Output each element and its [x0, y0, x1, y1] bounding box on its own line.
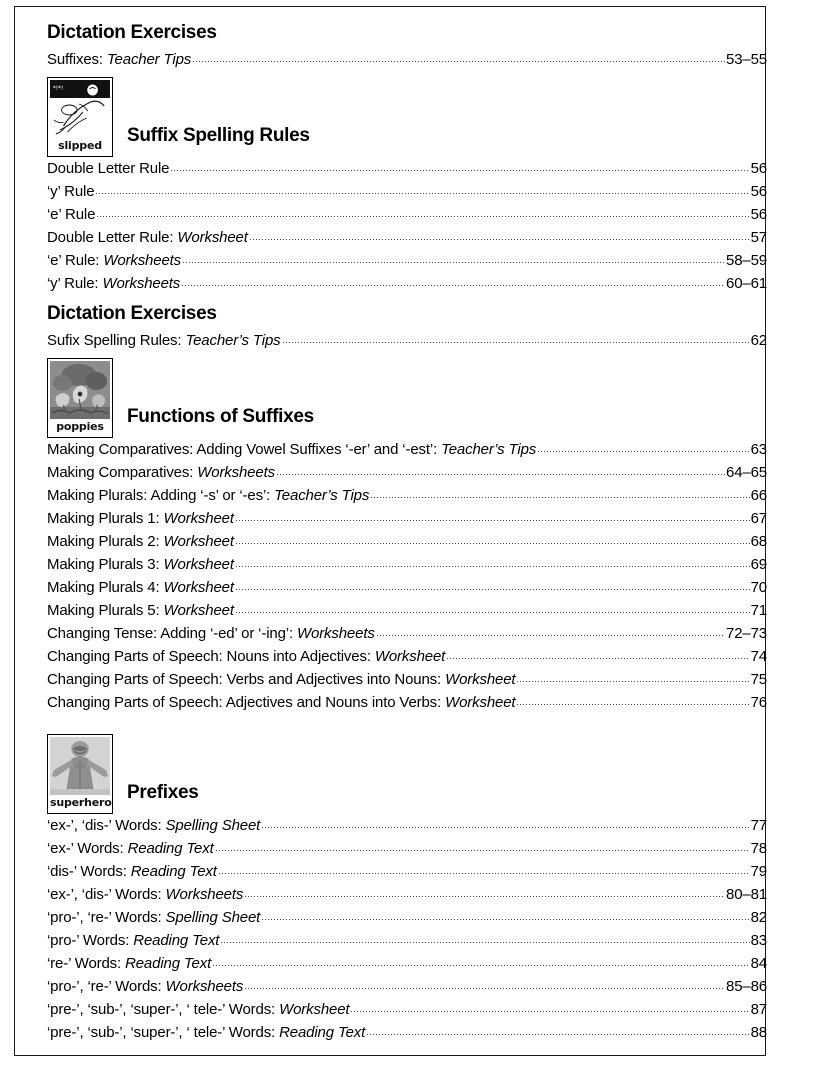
table-row[interactable] — [47, 438, 767, 461]
page-number: 72–73 — [726, 624, 767, 642]
table-row[interactable] — [47, 883, 767, 906]
page-number: 82 — [750, 908, 767, 926]
page-number: 71 — [750, 601, 767, 619]
section-title: Suffix Spelling Rules — [127, 124, 310, 146]
entry-label-emphasis: Worksheet — [163, 555, 234, 573]
entry-label-text: ‘ex-’, ‘dis-’ Words: — [47, 885, 166, 903]
section-title: Dictation Exercises — [47, 22, 217, 43]
dot-leader — [537, 440, 749, 454]
entry-label — [47, 576, 234, 599]
section-dictation-exercises-1 — [47, 23, 767, 71]
dot-leader — [446, 647, 749, 661]
dot-leader — [244, 885, 725, 899]
dot-leader — [276, 463, 725, 477]
page-number: 58–59 — [726, 251, 767, 269]
dot-leader — [249, 228, 750, 242]
table-row[interactable] — [47, 553, 767, 576]
entry-label-emphasis: Reading Text — [130, 862, 217, 880]
page-number: 60–61 — [726, 274, 767, 292]
entry-label — [47, 507, 234, 530]
entry-label-text: ‘y’ Rule: — [47, 274, 103, 292]
entry-label-emphasis: Spelling Sheet — [165, 816, 261, 834]
svg-text:*!*!: *!*! — [52, 85, 64, 92]
entry-label — [47, 906, 260, 929]
table-row[interactable] — [47, 814, 767, 837]
table-row[interactable] — [47, 461, 767, 484]
table-row[interactable] — [47, 1021, 767, 1044]
page-number: 68 — [750, 532, 767, 550]
entry-label-emphasis: Spelling Sheet — [165, 908, 261, 926]
entry-label-emphasis: Worksheets — [103, 251, 182, 269]
table-row[interactable] — [47, 48, 767, 71]
dot-leader — [215, 839, 750, 853]
entry-label-text: Making Plurals 4: — [47, 578, 164, 596]
dot-leader — [516, 670, 749, 684]
entry-label-text: Sufix Spelling Rules: — [47, 331, 186, 349]
page-number: 63 — [750, 440, 767, 458]
entry-label-text: Making Plurals 3: — [47, 555, 164, 573]
table-row[interactable] — [47, 530, 767, 553]
entry-label-text: Making Plurals 1: — [47, 509, 164, 527]
entry-label-emphasis: Worksheet — [163, 532, 234, 550]
table-row[interactable] — [47, 998, 767, 1021]
entry-label-emphasis: Teacher’s Tips — [441, 440, 537, 458]
dot-leader — [235, 578, 750, 592]
toc-entry-list — [47, 814, 767, 1044]
entry-label — [47, 622, 375, 645]
slipped-thumbnail — [47, 77, 113, 157]
entry-label — [47, 272, 180, 295]
dot-leader — [235, 509, 750, 523]
entry-label-text: Making Comparatives: — [47, 463, 198, 481]
section-title: Dictation Exercises — [47, 302, 217, 324]
page-number: 66 — [750, 486, 767, 504]
dot-leader — [261, 908, 749, 922]
toc-entry-list — [47, 157, 767, 295]
entry-label-text: Making Comparatives: Adding Vowel Suffixes ‘-er’ and ‘-est’: — [47, 440, 442, 458]
toc-entry-list — [47, 48, 767, 71]
section-title: Prefixes — [127, 781, 199, 803]
entry-label-text: ‘pro-’, ‘re-’ Words: — [47, 977, 166, 995]
dot-leader — [218, 862, 750, 876]
table-row[interactable] — [47, 860, 767, 883]
entry-label — [47, 998, 349, 1021]
page-number: 84 — [750, 954, 767, 972]
entry-label — [47, 975, 243, 998]
entry-label-emphasis: Worksheet — [163, 601, 234, 619]
dot-leader — [220, 931, 749, 945]
entry-label-emphasis: Reading Text — [125, 954, 212, 972]
entry-label-text: ‘pro-’ Words: — [47, 931, 134, 949]
dot-leader — [244, 977, 725, 991]
page-number: 74 — [750, 647, 767, 665]
page-number: 67 — [750, 509, 767, 527]
entry-label-emphasis: Worksheet — [374, 647, 446, 665]
page-number: 79 — [750, 862, 767, 880]
page-number: 53–55 — [726, 50, 767, 68]
entry-label — [47, 553, 234, 576]
table-row[interactable] — [47, 157, 767, 180]
page-number: 56 — [750, 182, 767, 200]
section-dictation-exercises-2 — [47, 304, 767, 352]
page-number: 85–86 — [726, 977, 767, 995]
page-number: 87 — [750, 1000, 767, 1018]
entry-label-emphasis: Worksheet — [163, 509, 234, 527]
entry-label — [47, 691, 515, 714]
section-prefixes — [47, 728, 767, 1044]
entry-label-emphasis: Teacher’s Tips — [274, 486, 370, 504]
entry-label-text: Changing Parts of Speech: Verbs and Adjectives into Nouns: — [47, 670, 446, 688]
dot-leader — [235, 601, 750, 615]
entry-label-emphasis: Teacher’s Tips — [185, 331, 281, 349]
table-row[interactable] — [47, 272, 767, 295]
entry-label-emphasis: Teacher Tips — [106, 50, 192, 68]
entry-label — [47, 48, 191, 71]
superhero-photo-icon — [50, 737, 110, 795]
table-row[interactable] — [47, 226, 767, 249]
entry-label-emphasis: Worksheet — [177, 228, 248, 246]
dot-leader — [235, 555, 750, 569]
entry-label — [47, 203, 95, 226]
entry-label — [47, 329, 281, 352]
entry-label — [47, 668, 515, 691]
entry-label-text: ‘pre-’, ‘sub-’, ‘super-’, ‘ tele-’ Words: — [47, 1023, 280, 1041]
table-row[interactable] — [47, 691, 767, 714]
dot-leader — [181, 274, 725, 288]
toc-entry-list — [47, 329, 767, 352]
entry-label-emphasis: Worksheets — [197, 463, 275, 481]
thumbnail-caption: poppies — [50, 419, 110, 435]
entry-label-text: ‘pre-’, ‘sub-’, ‘super-’, ‘ tele-’ Words: — [47, 1000, 280, 1018]
dot-leader — [170, 159, 749, 173]
entry-label-text: Changing Parts of Speech: Adjectives and Nouns into Verbs: — [47, 693, 446, 711]
table-row[interactable] — [47, 645, 767, 668]
entry-label-emphasis: Worksheet — [163, 578, 234, 596]
entry-label-emphasis: Worksheets — [297, 624, 375, 642]
section-suffix-spelling-rules — [47, 71, 767, 295]
table-row[interactable] — [47, 599, 767, 622]
table-row[interactable] — [47, 203, 767, 226]
page-number: 62 — [750, 331, 767, 349]
table-row[interactable] — [47, 975, 767, 998]
page-number: 83 — [750, 931, 767, 949]
entry-label-emphasis: Worksheets — [165, 977, 244, 995]
entry-label-emphasis: Reading Text — [127, 839, 214, 857]
entry-label — [47, 929, 219, 952]
section-header-with-thumbnail — [47, 71, 767, 157]
page-number: 56 — [750, 159, 767, 177]
superhero-thumbnail — [47, 734, 113, 814]
table-row[interactable] — [47, 507, 767, 530]
table-row[interactable] — [47, 249, 767, 272]
table-row[interactable] — [47, 952, 767, 975]
table-row[interactable] — [47, 929, 767, 952]
table-row[interactable] — [47, 484, 767, 507]
table-row[interactable] — [47, 837, 767, 860]
dot-leader — [182, 251, 725, 265]
slipped-illustration-icon — [50, 80, 110, 138]
poppies-thumbnail — [47, 358, 113, 438]
section-header-with-thumbnail — [47, 728, 767, 814]
entry-label — [47, 883, 243, 906]
entry-label-text: Double Letter Rule — [47, 159, 170, 177]
dot-leader — [96, 205, 749, 219]
entry-label — [47, 837, 214, 860]
entry-label-text: Making Plurals: Adding ‘-s’ or ‘-es’: — [47, 486, 275, 504]
dot-leader — [235, 532, 750, 546]
thumbnail-caption: superhero — [50, 795, 112, 809]
entry-label-text: Double Letter Rule: — [47, 228, 178, 246]
dot-leader — [282, 331, 750, 345]
entry-label — [47, 157, 169, 180]
entry-label — [47, 860, 217, 883]
dot-leader — [370, 486, 749, 500]
page-number: 77 — [750, 816, 767, 834]
table-row[interactable] — [47, 576, 767, 599]
entry-label-text: ‘dis-’ Words: — [47, 862, 131, 880]
dot-leader — [261, 816, 749, 830]
dot-leader — [95, 182, 749, 196]
spacer — [47, 714, 767, 728]
page-number: 64–65 — [726, 463, 767, 481]
toc-page — [14, 6, 766, 1056]
dot-leader — [366, 1023, 749, 1037]
entry-label-text: ‘ex-’ Words: — [47, 839, 128, 857]
entry-label-text: ‘ex-’, ‘dis-’ Words: — [47, 816, 166, 834]
page-number: 56 — [750, 205, 767, 223]
section-header-with-thumbnail — [47, 352, 767, 438]
entry-label — [47, 645, 445, 668]
table-row[interactable] — [47, 906, 767, 929]
entry-label — [47, 249, 181, 272]
entry-label-emphasis: Worksheet — [445, 693, 516, 711]
entry-label — [47, 484, 369, 507]
entry-label-text: Suffixes: — [47, 50, 107, 68]
entry-label-emphasis: Worksheets — [165, 885, 244, 903]
poppies-photo-icon — [50, 361, 110, 419]
entry-label-text: ‘y’ Rule — [47, 182, 95, 200]
entry-label-text: ‘e’ Rule: — [47, 251, 104, 269]
entry-label-emphasis: Reading Text — [133, 931, 220, 949]
table-row[interactable] — [47, 180, 767, 203]
toc-content — [47, 23, 767, 1044]
page-number: 57 — [750, 228, 767, 246]
entry-label-text: Making Plurals 5: — [47, 601, 164, 619]
table-row[interactable] — [47, 668, 767, 691]
page-number: 69 — [750, 555, 767, 573]
entry-label-text: Changing Parts of Speech: Nouns into Adjectives: — [47, 647, 375, 665]
table-row[interactable] — [47, 622, 767, 645]
page-number: 70 — [750, 578, 767, 596]
dot-leader — [192, 50, 725, 64]
page-number: 76 — [750, 693, 767, 711]
page-number: 80–81 — [726, 885, 767, 903]
entry-label-text: Making Plurals 2: — [47, 532, 164, 550]
entry-label — [47, 530, 234, 553]
entry-label — [47, 461, 275, 484]
section-title: Functions of Suffixes — [127, 405, 314, 427]
entry-label — [47, 952, 211, 975]
toc-entry-list — [47, 438, 767, 714]
entry-label-text: ‘e’ Rule — [47, 205, 96, 223]
entry-label — [47, 226, 248, 249]
dot-leader — [350, 1000, 749, 1014]
entry-label — [47, 180, 94, 203]
entry-label — [47, 814, 260, 837]
entry-label — [47, 599, 234, 622]
entry-label-text: ‘re-’ Words: — [47, 954, 126, 972]
entry-label — [47, 1021, 365, 1044]
page-number: 88 — [750, 1023, 767, 1041]
section-functions-of-suffixes — [47, 352, 767, 714]
table-row[interactable] — [47, 329, 767, 352]
dot-leader — [376, 624, 725, 638]
entry-label — [47, 438, 536, 461]
dot-leader — [516, 693, 749, 707]
thumbnail-caption: slipped — [50, 138, 110, 154]
entry-label-emphasis: Worksheet — [445, 670, 516, 688]
entry-label-emphasis: Worksheet — [279, 1000, 350, 1018]
entry-label-text: Changing Tense: Adding ‘-ed’ or ‘-ing’: — [47, 624, 297, 642]
entry-label-emphasis: Reading Text — [279, 1023, 366, 1041]
entry-label-text: ‘pro-’, ‘re-’ Words: — [47, 908, 166, 926]
dot-leader — [212, 954, 750, 968]
page-number: 78 — [750, 839, 767, 857]
page-number: 75 — [750, 670, 767, 688]
entry-label-emphasis: Worksheets — [102, 274, 181, 292]
